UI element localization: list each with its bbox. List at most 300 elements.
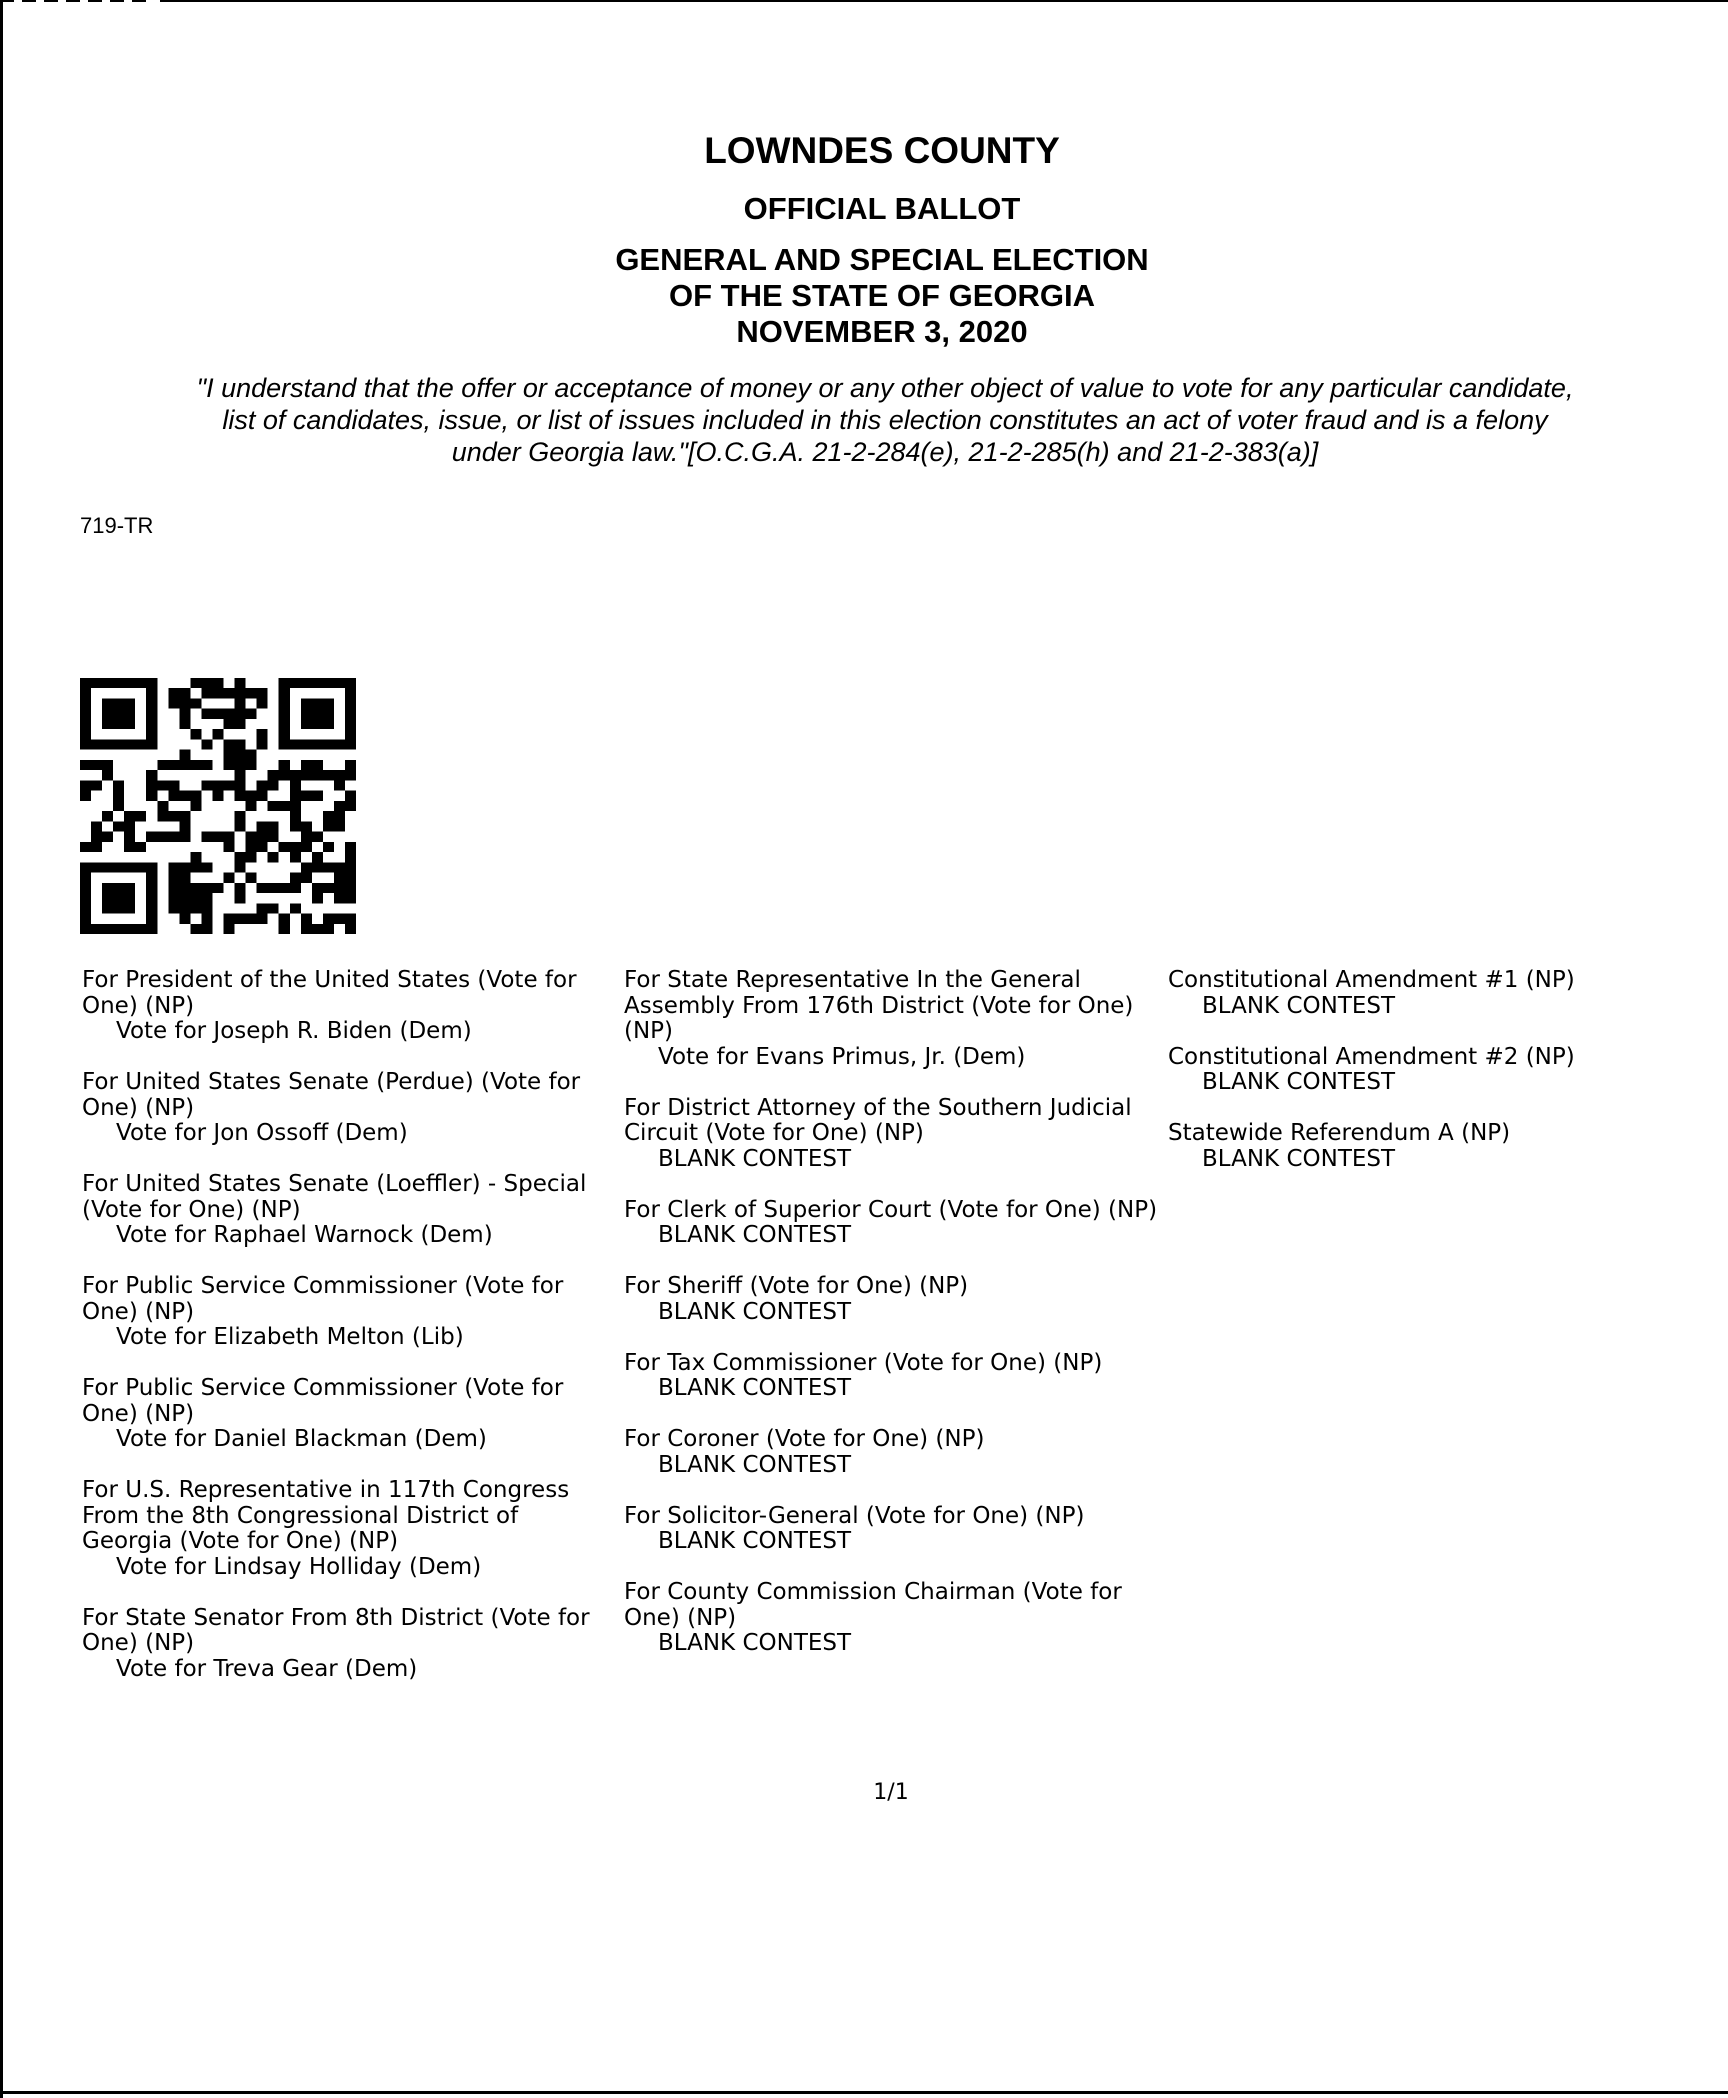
qr-module bbox=[235, 709, 246, 719]
qr-module bbox=[301, 924, 312, 934]
qr-module bbox=[190, 791, 201, 801]
contest-selection: Vote for Jon Ossoff (Dem) bbox=[116, 1120, 408, 1146]
qr-module bbox=[168, 873, 179, 883]
qr-module bbox=[224, 914, 235, 924]
qr-module bbox=[80, 842, 91, 852]
contest-selection: BLANK CONTEST bbox=[658, 1630, 852, 1656]
qr-module bbox=[168, 760, 179, 770]
qr-module bbox=[323, 678, 334, 688]
qr-module bbox=[312, 739, 323, 749]
qr-module bbox=[91, 862, 102, 872]
qr-module bbox=[201, 760, 212, 770]
qr-module bbox=[80, 924, 91, 934]
qr-module bbox=[113, 719, 124, 729]
qr-module bbox=[290, 821, 301, 831]
qr-module bbox=[224, 873, 235, 883]
qr-module bbox=[312, 852, 323, 862]
qr-module bbox=[290, 883, 301, 893]
qr-module bbox=[212, 688, 223, 698]
qr-module bbox=[301, 760, 312, 770]
qr-module bbox=[257, 832, 268, 842]
qr-module bbox=[102, 760, 113, 770]
qr-module bbox=[135, 924, 146, 934]
qr-module bbox=[80, 688, 91, 698]
qr-module bbox=[345, 873, 356, 883]
qr-module bbox=[268, 832, 279, 842]
qr-module bbox=[323, 842, 334, 852]
qr-module bbox=[301, 873, 312, 883]
qr-module bbox=[179, 760, 190, 770]
qr-module bbox=[201, 914, 212, 924]
contest-selection: BLANK CONTEST bbox=[1202, 1069, 1396, 1095]
qr-module bbox=[345, 678, 356, 688]
contest-selection: BLANK CONTEST bbox=[658, 1145, 852, 1172]
qr-module bbox=[179, 893, 190, 903]
qr-module bbox=[290, 873, 301, 883]
qr-module bbox=[157, 780, 168, 790]
contest-block bbox=[82, 968, 612, 1045]
qr-module bbox=[235, 739, 246, 749]
qr-module bbox=[323, 770, 334, 780]
qr-module bbox=[224, 709, 235, 719]
qr-module bbox=[80, 709, 91, 719]
contest-selection: Vote for Evans Primus, Jr. (Dem) bbox=[658, 1043, 1026, 1070]
qr-module bbox=[124, 883, 135, 893]
qr-module bbox=[224, 688, 235, 698]
qr-module bbox=[334, 770, 345, 780]
qr-module bbox=[224, 842, 235, 852]
qr-module bbox=[102, 698, 113, 708]
notice-line: "I understand that the offer or acceptance of money or any other object of value to vote for any particular candidate, bbox=[196, 373, 1574, 403]
qr-module bbox=[124, 739, 135, 749]
qr-module bbox=[257, 883, 268, 893]
election-line: OF THE STATE OF GEORGIA bbox=[669, 278, 1095, 313]
qr-module bbox=[190, 893, 201, 903]
qr-module bbox=[201, 924, 212, 934]
qr-module bbox=[235, 719, 246, 729]
qr-module bbox=[235, 862, 246, 872]
qr-module bbox=[246, 914, 257, 924]
qr-module bbox=[312, 698, 323, 708]
qr-module bbox=[235, 750, 246, 760]
qr-module bbox=[212, 729, 223, 739]
qr-module bbox=[91, 760, 102, 770]
contest-column-3 bbox=[1168, 968, 1728, 1198]
page-border bbox=[0, 0, 150, 2]
page-border bbox=[160, 0, 1728, 2]
qr-module bbox=[257, 729, 268, 739]
qr-module bbox=[323, 698, 334, 708]
qr-module bbox=[212, 678, 223, 688]
qr-module bbox=[102, 739, 113, 749]
qr-module bbox=[268, 821, 279, 831]
qr-module bbox=[312, 709, 323, 719]
qr-module bbox=[312, 760, 323, 770]
qr-module bbox=[179, 719, 190, 729]
qr-module bbox=[345, 709, 356, 719]
qr-module bbox=[124, 821, 135, 831]
qr-module bbox=[257, 698, 268, 708]
qr-module bbox=[312, 678, 323, 688]
qr-module bbox=[345, 842, 356, 852]
qr-module bbox=[201, 832, 212, 842]
qr-module bbox=[279, 678, 290, 688]
qr-module bbox=[168, 791, 179, 801]
contest-title: For Solicitor-General (Vote for One) (NP) bbox=[624, 1502, 1085, 1529]
qr-module bbox=[168, 832, 179, 842]
election-date: NOVEMBER 3, 2020 bbox=[736, 314, 1028, 349]
qr-module bbox=[146, 739, 157, 749]
qr-module bbox=[268, 770, 279, 780]
qr-module bbox=[323, 862, 334, 872]
qr-module bbox=[190, 729, 201, 739]
qr-module bbox=[224, 760, 235, 770]
contest-block bbox=[1168, 1121, 1728, 1172]
qr-module bbox=[334, 893, 345, 903]
qr-module bbox=[91, 739, 102, 749]
qr-module bbox=[157, 832, 168, 842]
qr-module bbox=[323, 883, 334, 893]
qr-module bbox=[190, 862, 201, 872]
qr-module bbox=[290, 903, 301, 913]
qr-module bbox=[113, 893, 124, 903]
qr-module bbox=[80, 873, 91, 883]
qr-module bbox=[268, 903, 279, 913]
contest-block bbox=[624, 1274, 1169, 1325]
qr-module bbox=[334, 862, 345, 872]
qr-module bbox=[257, 914, 268, 924]
qr-module bbox=[146, 903, 157, 913]
contest-block bbox=[624, 1427, 1169, 1478]
contest-title: For Public Service Commissioner (Vote for One) (NP) bbox=[82, 1375, 564, 1427]
qr-module bbox=[312, 719, 323, 729]
qr-module bbox=[91, 842, 102, 852]
qr-module bbox=[334, 821, 345, 831]
qr-module bbox=[201, 780, 212, 790]
qr-module bbox=[190, 760, 201, 770]
notice-line: under Georgia law."[O.C.G.A. 21-2-284(e), 21-2-285(h) and 21-2-383(a)] bbox=[451, 437, 1319, 467]
qr-module bbox=[179, 811, 190, 821]
qr-module bbox=[113, 903, 124, 913]
qr-module bbox=[179, 688, 190, 698]
qr-module bbox=[113, 739, 124, 749]
qr-module bbox=[190, 852, 201, 862]
qr-module bbox=[179, 750, 190, 760]
qr-module bbox=[102, 719, 113, 729]
qr-module bbox=[312, 924, 323, 934]
contest-block bbox=[624, 1580, 1169, 1657]
qr-module bbox=[235, 893, 246, 903]
qr-module bbox=[235, 852, 246, 862]
qr-module bbox=[290, 811, 301, 821]
qr-module bbox=[146, 770, 157, 780]
qr-module bbox=[113, 780, 124, 790]
qr-module bbox=[124, 709, 135, 719]
qr-module bbox=[80, 893, 91, 903]
voter-fraud-notice bbox=[70, 372, 1700, 468]
contest-title: For Sheriff (Vote for One) (NP) bbox=[624, 1273, 969, 1299]
qr-module bbox=[312, 883, 323, 893]
qr-module bbox=[146, 924, 157, 934]
qr-module bbox=[224, 832, 235, 842]
qr-module bbox=[246, 801, 257, 811]
qr-module bbox=[323, 811, 334, 821]
contest-title: For County Commission Chairman (Vote for One) (NP) bbox=[624, 1579, 1122, 1631]
qr-module bbox=[212, 791, 223, 801]
qr-module bbox=[113, 709, 124, 719]
qr-module bbox=[146, 709, 157, 719]
qr-module bbox=[312, 791, 323, 801]
contest-title: For United States Senate (Perdue) (Vote for One) (NP) bbox=[82, 1069, 581, 1121]
qr-module bbox=[179, 903, 190, 913]
qr-module bbox=[290, 780, 301, 790]
qr-module bbox=[290, 678, 301, 688]
contest-block bbox=[82, 1274, 612, 1351]
qr-module bbox=[146, 688, 157, 698]
contest-title: For Tax Commissioner (Vote for One) (NP) bbox=[624, 1349, 1103, 1376]
qr-module bbox=[146, 873, 157, 883]
contest-title: Statewide Referendum A (NP) bbox=[1168, 1120, 1511, 1146]
qr-module bbox=[224, 780, 235, 790]
ballot-style-code: 719-TR bbox=[80, 513, 154, 538]
qr-module bbox=[124, 924, 135, 934]
qr-module bbox=[301, 914, 312, 924]
contest-block bbox=[624, 968, 1169, 1070]
qr-module bbox=[168, 862, 179, 872]
qr-module bbox=[168, 893, 179, 903]
qr-module bbox=[279, 914, 290, 924]
qr-module bbox=[334, 678, 345, 688]
qr-module bbox=[80, 914, 91, 924]
qr-module bbox=[301, 678, 312, 688]
qr-module bbox=[146, 791, 157, 801]
contest-title: For U.S. Representative in 117th Congress From the 8th Congressional District of Georgia (Vote for One) (NP) bbox=[82, 1477, 570, 1554]
qr-module bbox=[268, 801, 279, 811]
qr-module bbox=[124, 719, 135, 729]
qr-module bbox=[235, 914, 246, 924]
qr-module bbox=[235, 780, 246, 790]
qr-module bbox=[246, 873, 257, 883]
qr-module bbox=[312, 862, 323, 872]
qr-module bbox=[246, 750, 257, 760]
qr-module bbox=[235, 770, 246, 780]
qr-module bbox=[135, 811, 146, 821]
qr-module bbox=[246, 852, 257, 862]
qr-module bbox=[301, 770, 312, 780]
qr-module bbox=[290, 801, 301, 811]
qr-module bbox=[345, 893, 356, 903]
qr-module bbox=[323, 719, 334, 729]
qr-module bbox=[190, 698, 201, 708]
qr-module bbox=[102, 678, 113, 688]
qr-module bbox=[91, 678, 102, 688]
qr-module bbox=[257, 903, 268, 913]
qr-module bbox=[135, 739, 146, 749]
contest-selection: BLANK CONTEST bbox=[658, 1375, 852, 1401]
qr-module bbox=[124, 903, 135, 913]
qr-module bbox=[212, 780, 223, 790]
qr-module bbox=[124, 698, 135, 708]
contest-title: For State Senator From 8th District (Vote for One) (NP) bbox=[82, 1604, 590, 1656]
qr-module bbox=[190, 801, 201, 811]
qr-module bbox=[201, 862, 212, 872]
qr-module bbox=[246, 832, 257, 842]
qr-module bbox=[201, 739, 212, 749]
qr-module bbox=[312, 893, 323, 903]
qr-module bbox=[235, 811, 246, 821]
qr-module bbox=[190, 924, 201, 934]
qr-module bbox=[224, 750, 235, 760]
contest-title: For United States Senate (Loeffler) - Special (Vote for One) (NP) bbox=[82, 1171, 587, 1223]
qr-module bbox=[345, 739, 356, 749]
qr-module bbox=[91, 780, 102, 790]
qr-module bbox=[257, 791, 268, 801]
qr-module bbox=[102, 924, 113, 934]
qr-module bbox=[179, 698, 190, 708]
qr-module bbox=[179, 791, 190, 801]
ballot-header bbox=[0, 128, 1728, 350]
qr-module bbox=[168, 811, 179, 821]
qr-module bbox=[301, 709, 312, 719]
qr-module bbox=[201, 893, 212, 903]
qr-module bbox=[146, 729, 157, 739]
qr-module bbox=[235, 821, 246, 831]
contest-column-2 bbox=[624, 968, 1169, 1682]
qr-module bbox=[212, 832, 223, 842]
qr-module bbox=[323, 821, 334, 831]
contest-block bbox=[82, 1172, 612, 1249]
contest-column-1 bbox=[82, 968, 612, 1708]
qr-module bbox=[235, 688, 246, 698]
qr-module bbox=[80, 903, 91, 913]
qr-module bbox=[279, 883, 290, 893]
qr-module bbox=[268, 883, 279, 893]
qr-module bbox=[312, 770, 323, 780]
qr-module bbox=[279, 842, 290, 852]
qr-module bbox=[279, 739, 290, 749]
qr-module bbox=[146, 780, 157, 790]
qr-module bbox=[345, 924, 356, 934]
qr-module bbox=[146, 914, 157, 924]
contest-selection: BLANK CONTEST bbox=[658, 1222, 852, 1248]
qr-module bbox=[257, 688, 268, 698]
notice-line: list of candidates, issue, or list of issues included in this election constitutes an act of voter fraud and is a felony bbox=[222, 405, 1548, 435]
qr-module bbox=[235, 791, 246, 801]
contest-selection: Vote for Daniel Blackman (Dem) bbox=[116, 1426, 487, 1452]
county-title: LOWNDES COUNTY bbox=[704, 130, 1060, 171]
contest-selection: Vote for Treva Gear (Dem) bbox=[116, 1655, 418, 1682]
qr-module bbox=[301, 698, 312, 708]
contest-selection: Vote for Joseph R. Biden (Dem) bbox=[116, 1018, 472, 1044]
qr-module bbox=[102, 709, 113, 719]
page-border bbox=[0, 2091, 1728, 2094]
qr-module bbox=[168, 903, 179, 913]
contest-block bbox=[82, 1478, 612, 1580]
qr-module bbox=[179, 873, 190, 883]
qr-module bbox=[345, 719, 356, 729]
qr-module bbox=[323, 739, 334, 749]
qr-module bbox=[91, 821, 102, 831]
qr-module bbox=[190, 678, 201, 688]
qr-module bbox=[179, 883, 190, 893]
qr-module bbox=[146, 678, 157, 688]
contest-block bbox=[1168, 968, 1728, 1019]
qr-module bbox=[290, 842, 301, 852]
contest-title: For District Attorney of the Southern Judicial Circuit (Vote for One) (NP) bbox=[624, 1094, 1132, 1146]
qr-module bbox=[334, 811, 345, 821]
qr-module bbox=[190, 883, 201, 893]
qr-module bbox=[345, 862, 356, 872]
contest-title: For Clerk of Superior Court (Vote for One) (NP) bbox=[624, 1196, 1158, 1223]
contest-block bbox=[82, 1606, 612, 1683]
qr-module bbox=[235, 698, 246, 708]
contest-selection: Vote for Lindsay Holliday (Dem) bbox=[116, 1553, 482, 1580]
qr-module bbox=[102, 832, 113, 842]
contest-block bbox=[624, 1504, 1169, 1555]
qr-module bbox=[113, 924, 124, 934]
qr-module bbox=[179, 862, 190, 872]
qr-module bbox=[80, 729, 91, 739]
qr-module bbox=[334, 883, 345, 893]
qr-module bbox=[80, 883, 91, 893]
qr-module bbox=[279, 770, 290, 780]
qr-module bbox=[290, 739, 301, 749]
qr-module bbox=[102, 903, 113, 913]
qr-module bbox=[257, 780, 268, 790]
qr-module bbox=[168, 688, 179, 698]
qr-module bbox=[80, 862, 91, 872]
qr-module bbox=[279, 760, 290, 770]
contest-block bbox=[82, 1070, 612, 1147]
qr-module bbox=[201, 678, 212, 688]
qr-module bbox=[124, 832, 135, 842]
qr-module bbox=[290, 791, 301, 801]
qr-module bbox=[246, 688, 257, 698]
qr-module bbox=[246, 791, 257, 801]
qr-module bbox=[146, 862, 157, 872]
contest-block bbox=[624, 1351, 1169, 1402]
qr-module bbox=[334, 914, 345, 924]
qr-module bbox=[345, 914, 356, 924]
qr-module bbox=[345, 883, 356, 893]
qr-module bbox=[80, 780, 91, 790]
qr-module bbox=[345, 760, 356, 770]
qr-module bbox=[190, 903, 201, 913]
qr-module bbox=[102, 811, 113, 821]
qr-module bbox=[345, 688, 356, 698]
qr-module bbox=[290, 770, 301, 780]
qr-module bbox=[201, 688, 212, 698]
qr-module bbox=[323, 709, 334, 719]
qr-module bbox=[301, 832, 312, 842]
qr-module bbox=[301, 791, 312, 801]
qr-module bbox=[345, 698, 356, 708]
qr-module bbox=[135, 842, 146, 852]
contest-selection: Vote for Elizabeth Melton (Lib) bbox=[116, 1324, 464, 1350]
contest-title: Constitutional Amendment #1 (NP) bbox=[1168, 967, 1575, 993]
contest-block bbox=[82, 1376, 612, 1453]
qr-module bbox=[246, 709, 257, 719]
qr-module bbox=[279, 698, 290, 708]
ballot-type: OFFICIAL BALLOT bbox=[743, 191, 1021, 226]
qr-module bbox=[146, 893, 157, 903]
qr-module bbox=[201, 883, 212, 893]
contest-selection: BLANK CONTEST bbox=[1202, 992, 1396, 1019]
qr-module bbox=[80, 719, 91, 729]
qr-module bbox=[345, 852, 356, 862]
election-title bbox=[0, 242, 1728, 350]
contest-title: For Coroner (Vote for One) (NP) bbox=[624, 1426, 985, 1452]
